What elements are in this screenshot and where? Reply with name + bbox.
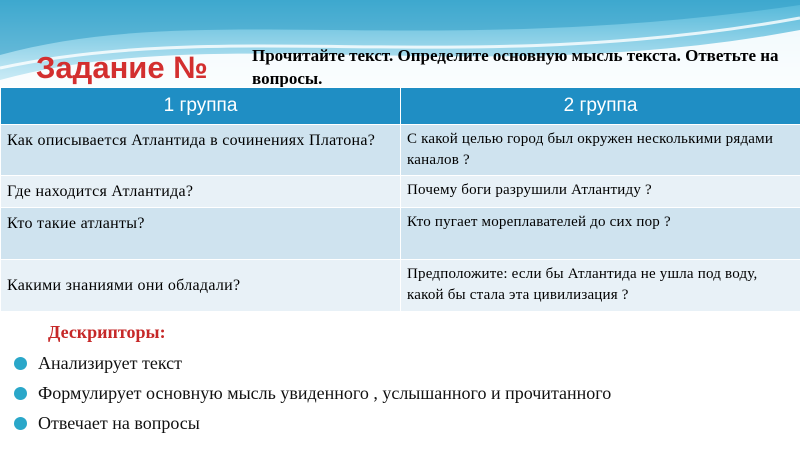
list-item bbox=[12, 408, 611, 438]
table-cell: Кто пугает мореплавателей до сих пор ? bbox=[401, 208, 800, 260]
list-item bbox=[12, 348, 611, 378]
table-cell: Где находится Атлантида? bbox=[1, 176, 401, 208]
questions-table bbox=[0, 87, 800, 312]
table-row bbox=[1, 260, 800, 312]
descriptors-title: Дескрипторы: bbox=[48, 322, 166, 342]
table-row bbox=[1, 176, 800, 208]
bullet-icon bbox=[14, 417, 27, 430]
table-row bbox=[1, 125, 800, 176]
table-header-row bbox=[1, 88, 800, 125]
list-item-text: Отвечает на вопросы bbox=[38, 413, 200, 433]
table-cell: Предположите: если бы Атлантида не ушла под воду, какой бы стала эта цивилизация ? bbox=[401, 260, 800, 312]
bullet-icon bbox=[14, 387, 27, 400]
list-item-text: Формулирует основную мысль увиденного , услышанного и прочитанного bbox=[38, 383, 612, 403]
column-header-group-1: 1 группа bbox=[1, 88, 401, 125]
instruction-text: Прочитайте текст. Определите основную мысль текста. Ответьте на вопросы. bbox=[252, 46, 779, 88]
bullet-icon bbox=[14, 357, 27, 370]
table-cell: Почему боги разрушили Атлантиду ? bbox=[401, 176, 800, 208]
column-header-group-2: 2 группа bbox=[401, 88, 800, 125]
table-cell: С какой целью город был окружен несколькими рядами каналов ? bbox=[401, 125, 800, 176]
table-row bbox=[1, 208, 800, 260]
table-cell: Как описывается Атлантида в сочинениях Платона? bbox=[1, 125, 401, 176]
page-title: Задание № bbox=[36, 50, 208, 85]
table-cell: Какими знаниями они обладали? bbox=[1, 260, 401, 312]
list-item-text: Анализирует текст bbox=[38, 353, 183, 373]
list-item bbox=[12, 378, 611, 408]
table-cell: Кто такие атланты? bbox=[1, 208, 401, 260]
descriptors-list bbox=[12, 348, 611, 438]
